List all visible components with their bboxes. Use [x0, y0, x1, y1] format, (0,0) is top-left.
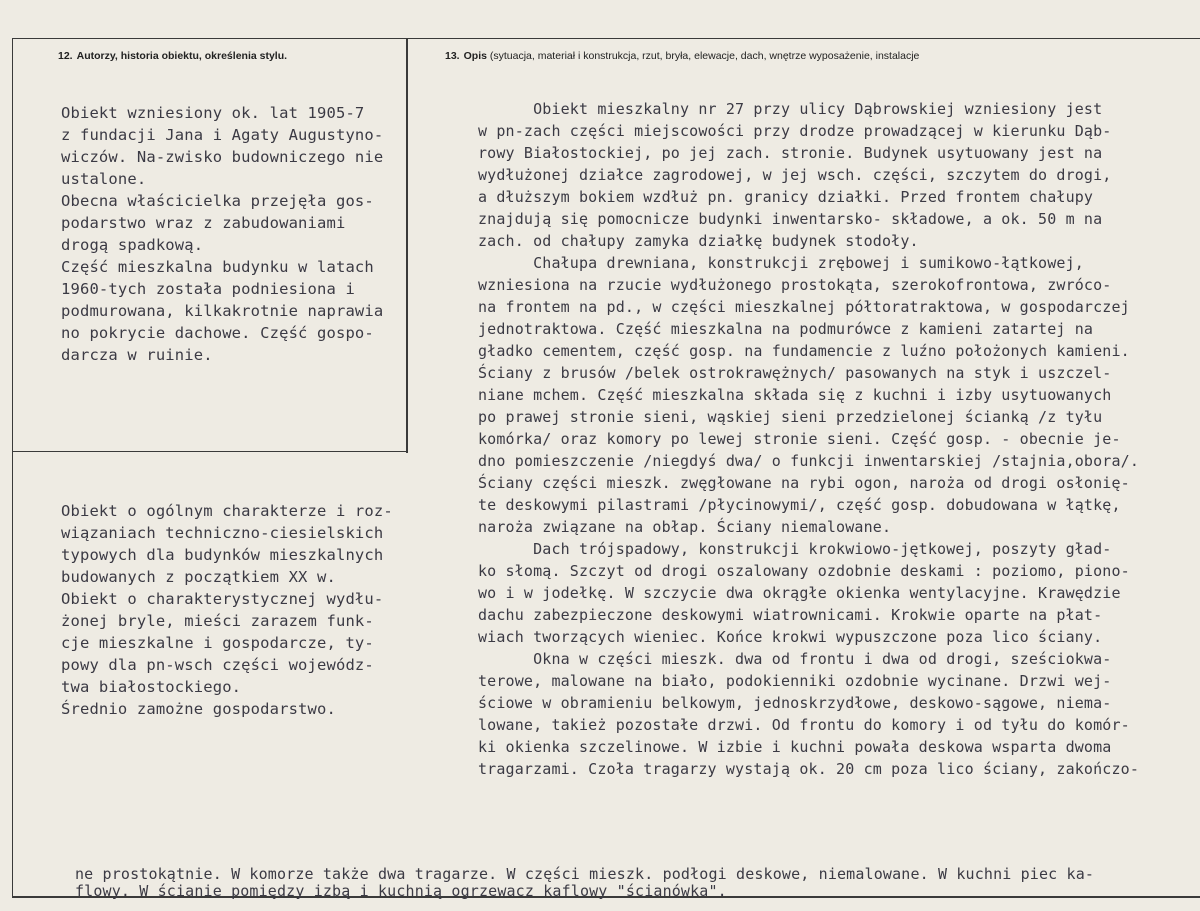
column-divider-line: [406, 38, 408, 453]
text-line: wiązaniach techniczno-ciesielskich: [61, 524, 384, 542]
text-line: Część mieszkalna budynku w latach: [61, 258, 374, 276]
text-line: komórka/ oraz komory po lewej stronie sieni. Część gosp. - obecnie je-: [478, 430, 1121, 448]
section-13-header: [445, 50, 919, 62]
text-line: dachu zabezpieczone deskowymi wiatrownicami. Krokwie oparte na płat-: [478, 606, 1103, 624]
text-line: wzniesiona na rzucie wydłużonego prostokąta, szerokofrontowa, zwróco-: [478, 276, 1112, 294]
text-line: wiczów. Na-zwisko budowniczego nie: [61, 148, 384, 166]
section-12-number: 12.: [58, 50, 73, 62]
text-line: w pn-zach części miejscowości przy drodze prowadzącej w kierunku Dąb-: [478, 122, 1112, 140]
text-line: z fundacji Jana i Agaty Augustyno-: [61, 126, 384, 144]
text-line: Obiekt o charakterystycznej wydłu-: [61, 590, 384, 608]
text-line: ko słomą. Szczyt od drogi oszalowany ozdobnie deskami : poziomo, piono-: [478, 562, 1130, 580]
text-line: ściowe w obramieniu belkowym, jednoskrzydłowe, deskowo-sągowe, niema-: [478, 694, 1112, 712]
section-13-title: Opis: [463, 50, 487, 62]
text-line: wydłużonej działce zagrodowej, w jej wsch. części, szczytem do drogi,: [478, 166, 1112, 184]
text-line: ne prostokątnie. W komorze także dwa tragarze. W części mieszk. podłogi deskowe, niemalowane. W kuchni piec ka-: [75, 865, 1095, 883]
description-continuation-text: [75, 866, 1094, 900]
authors-history-text: [61, 102, 383, 366]
text-line: Obecna właścicielka przejęła gos-: [61, 192, 374, 210]
text-line: zach. od chałupy zamyka działkę budynek stodoły.: [478, 232, 919, 250]
left-section-divider-line: [12, 451, 408, 452]
text-line: dno pomieszczenie /niegdyś dwa/ o funkcji inwentarskiej /stajnia,obora/.: [478, 452, 1140, 470]
text-line: te deskowymi pilastrami /płycinowymi/, część gosp. dobudowana w łątkę,: [478, 496, 1121, 514]
text-line: Średnio zamożne gospodarstwo.: [61, 700, 336, 718]
section-12-title: Autorzy, historia obiektu, określenia stylu.: [76, 50, 288, 62]
text-line: no pokrycie dachowe. Część gospo-: [61, 324, 374, 342]
description-text: [478, 98, 1139, 780]
text-line: znajdują się pomocnicze budynki inwentarsko- składowe, a ok. 50 m na: [478, 210, 1103, 228]
text-line: ustalone.: [61, 170, 147, 188]
text-line: darcza w ruinie.: [61, 346, 213, 364]
section-13-subtitle: (sytuacja, materiał i konstrukcja, rzut, bryła, elewacje, dach, wnętrze wyposażenie, instalacje: [489, 50, 920, 62]
text-line: tragarzami. Czoła tragarzy wystają ok. 20 cm poza lico ściany, zakończo-: [478, 760, 1140, 778]
text-line: cje mieszkalne i gospodarcze, ty-: [61, 634, 374, 652]
text-line: wiach tworzących wieniec. Końce krokwi wypuszczone poza lico ściany.: [478, 628, 1103, 646]
text-line: flowy. W ścianie pomiędzy izbą i kuchnią ogrzewacz kaflowy "ścianówka".: [75, 882, 727, 900]
text-line: drogą spadkową.: [61, 236, 204, 254]
text-line: Ściany części mieszk. zwęgłowane na rybi ogon, naroża od drogi osłonię-: [478, 474, 1130, 492]
text-line: rowy Białostockiej, po jej zach. stronie. Budynek usytuowany jest na: [478, 144, 1103, 162]
text-line: Obiekt wzniesiony ok. lat 1905-7: [61, 104, 365, 122]
left-border-line: [12, 38, 13, 898]
section-12-header: [58, 50, 287, 62]
text-line: jednotraktowa. Część mieszkalna na podmurówce z kamieni zatartej na: [478, 320, 1094, 338]
text-line: twa białostockiego.: [61, 678, 242, 696]
text-line: budowanych z początkiem XX w.: [61, 568, 336, 586]
text-line: typowych dla budynków mieszkalnych: [61, 546, 384, 564]
text-line: Okna w części mieszk. dwa od frontu i dwa od drogi, sześciokwa-: [478, 650, 1112, 668]
text-line: Ściany z brusów /belek ostrokrawężnych/ pasowanych na styk i uszczel-: [478, 364, 1112, 382]
text-line: gładko cementem, część gosp. na fundamencie z luźno położonych kamieni.: [478, 342, 1130, 360]
text-line: ki okienka szczelinowe. W izbie i kuchni powała deskowa wsparta dwoma: [478, 738, 1112, 756]
text-line: żonej bryle, mieści zarazem funk-: [61, 612, 374, 630]
text-line: na frontem na pd., w części mieszkalnej półtoratraktowa, w gospodarczej: [478, 298, 1130, 316]
text-line: Obiekt mieszkalny nr 27 przy ulicy Dąbrowskiej wzniesiony jest: [478, 100, 1103, 118]
text-line: niane mchem. Część mieszkalna składa się z kuchni i izby usytuowanych: [478, 386, 1112, 404]
text-line: podmurowana, kilkakrotnie naprawia: [61, 302, 384, 320]
section-13-number: 13.: [445, 50, 460, 62]
text-line: podarstwo wraz z zabudowaniami: [61, 214, 346, 232]
text-line: Chałupa drewniana, konstrukcji zrębowej i sumikowo-łątkowej,: [478, 254, 1084, 272]
text-line: terowe, malowane na biało, podokienniki ozdobnie wycinane. Drzwi wej-: [478, 672, 1112, 690]
text-line: 1960-tych została podniesiona i: [61, 280, 355, 298]
text-line: Dach trójspadowy, konstrukcji krokwiowo-jętkowej, poszyty gład-: [478, 540, 1112, 558]
text-line: naroża związane na obłap. Ściany niemalowane.: [478, 518, 892, 536]
text-line: lowane, takież pozostałe drzwi. Od frontu do komory i od tyłu do komór-: [478, 716, 1130, 734]
style-characteristics-text: [61, 500, 393, 720]
text-line: Obiekt o ogólnym charakterze i roz-: [61, 502, 393, 520]
text-line: wo i w jodełkę. W szczycie dwa okrągłe okienka wentylacyjne. Krawędzie: [478, 584, 1121, 602]
text-line: po prawej stronie sieni, wąskiej sieni przedzielonej ścianką /z tyłu: [478, 408, 1103, 426]
text-line: powy dla pn-wsch części wojewódz-: [61, 656, 374, 674]
top-border-line: [12, 38, 1200, 39]
text-line: a dłuższym bokiem wzdłuż pn. granicy działki. Przed frontem chałupy: [478, 188, 1094, 206]
